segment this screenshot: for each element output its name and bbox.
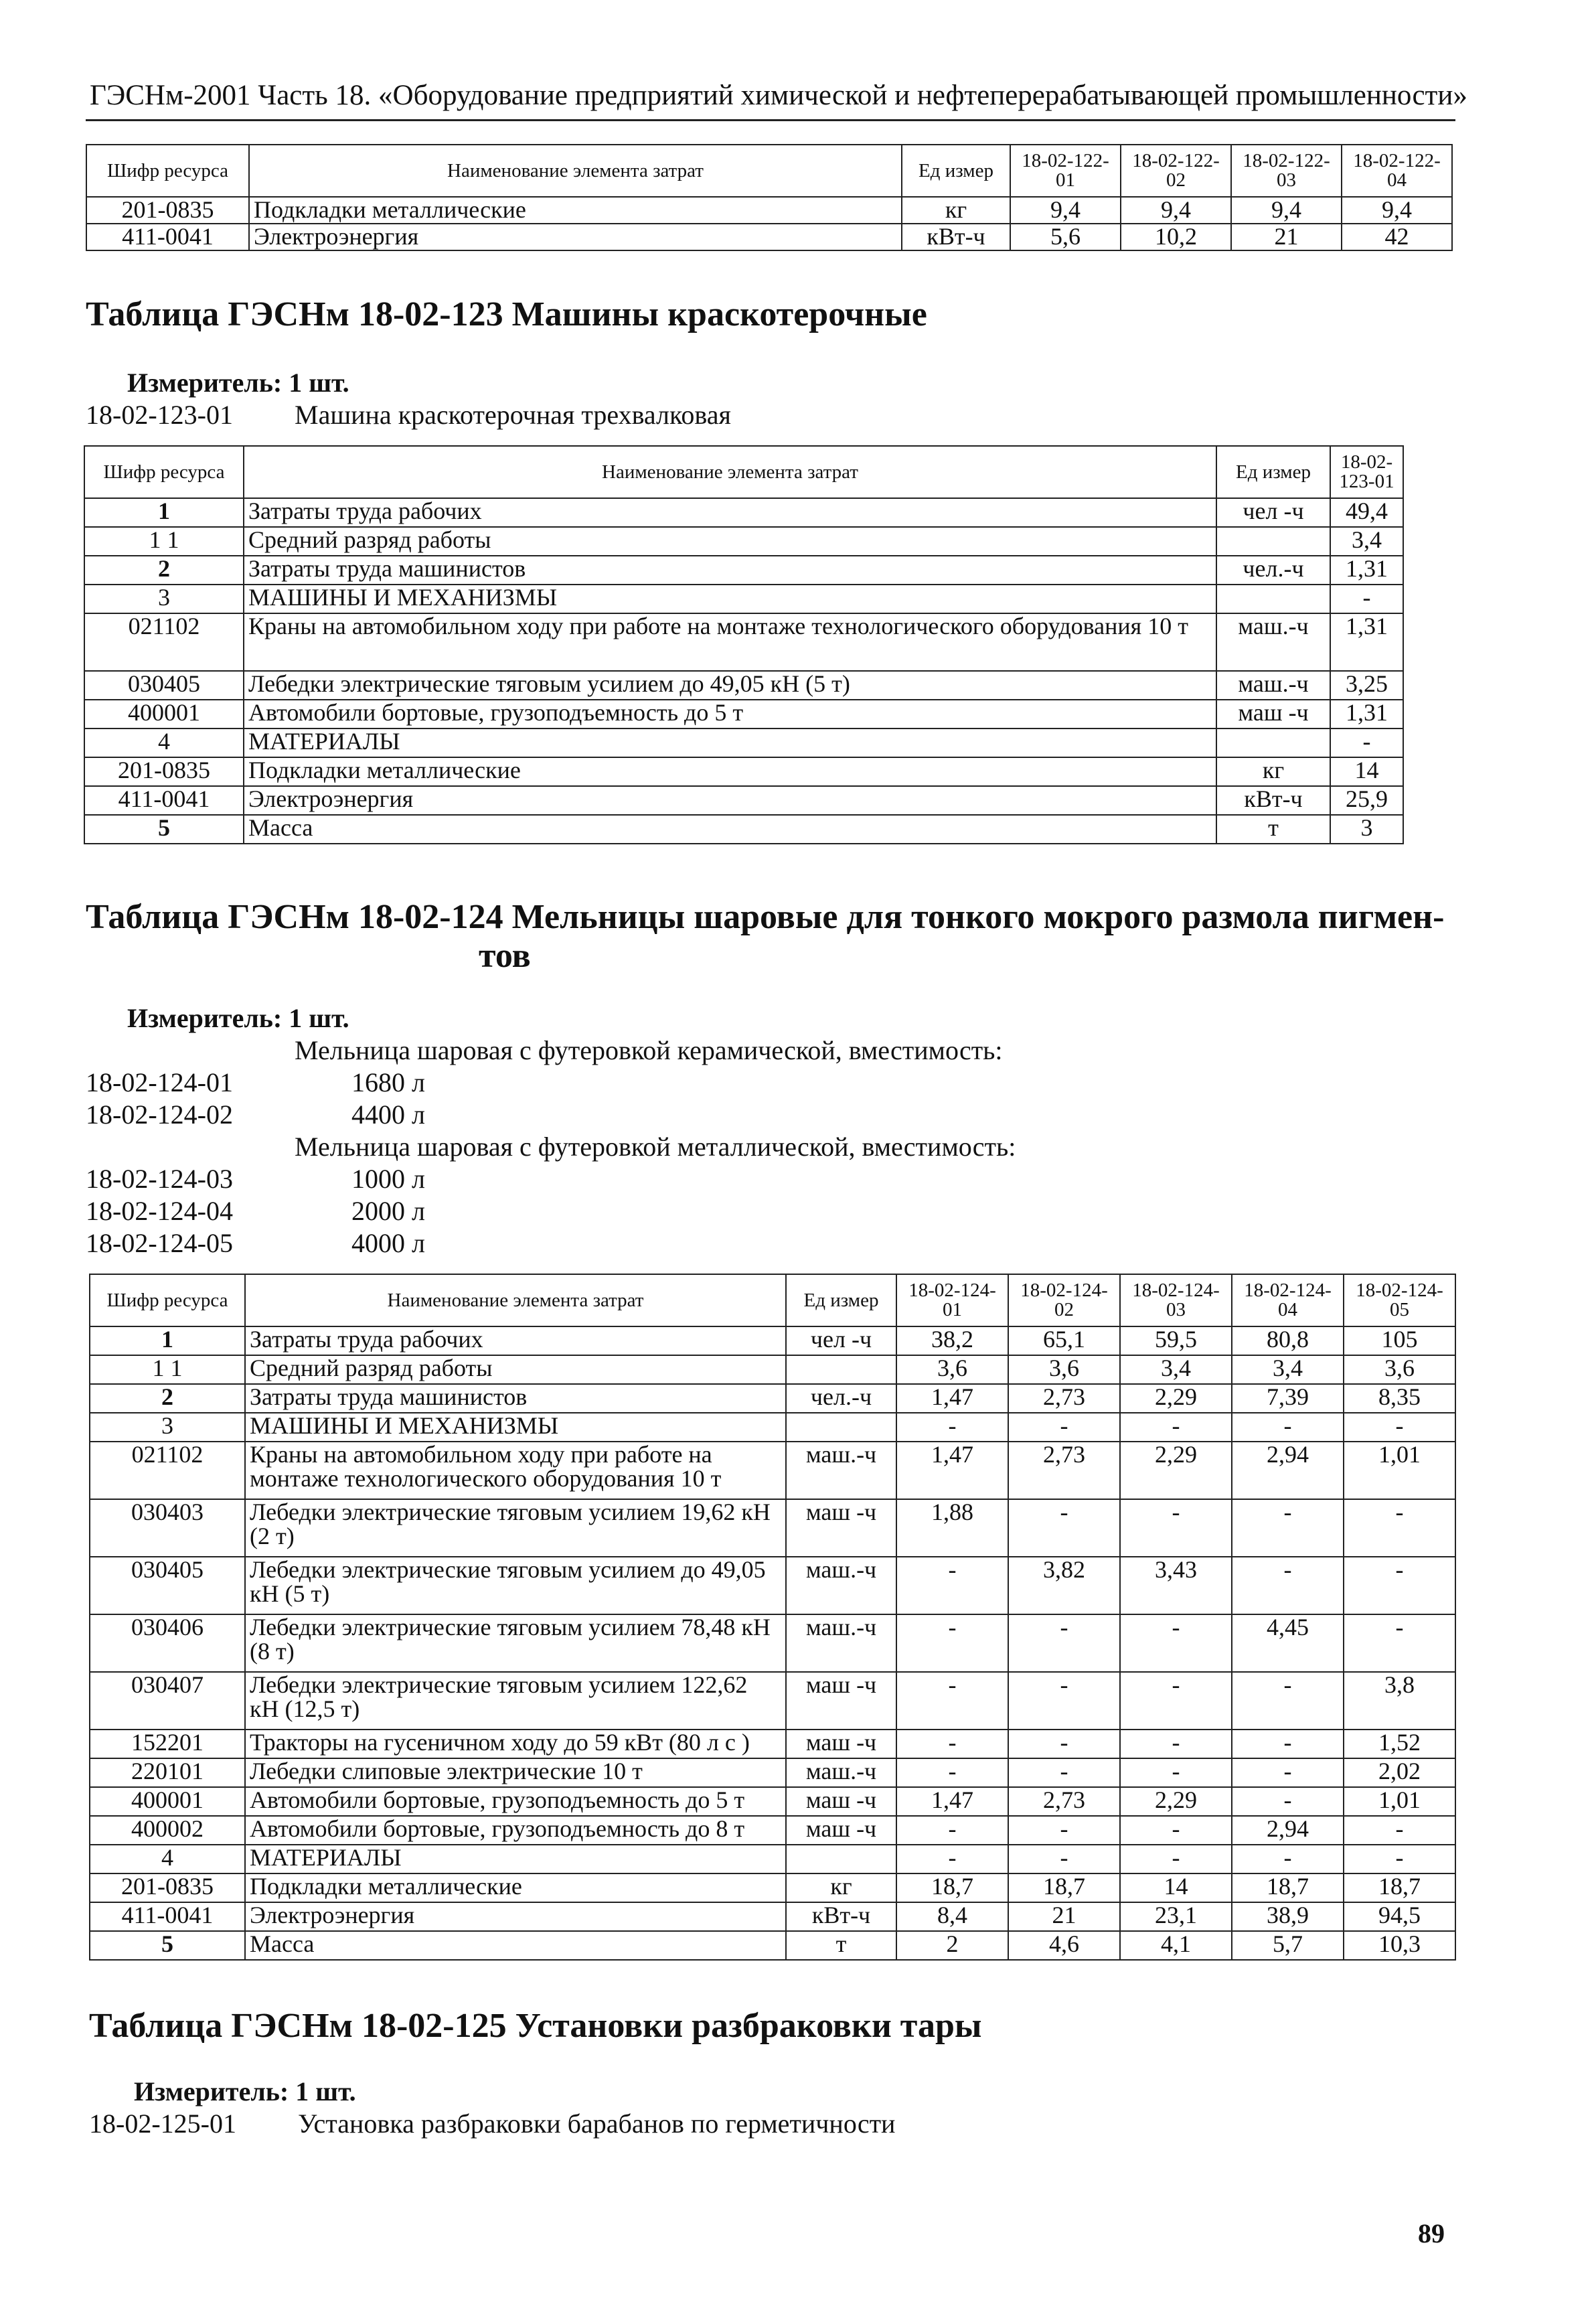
- cell-name: Подкладки металлические: [244, 757, 1216, 786]
- cell-unit: кг: [1216, 757, 1330, 786]
- cell-code: 152201: [90, 1730, 245, 1758]
- cell-value: -: [1008, 1499, 1120, 1557]
- cell-name: Средний разряд работы: [245, 1355, 786, 1384]
- col-header-value: 18-02-124-01: [896, 1274, 1008, 1326]
- cell-value: -: [1232, 1499, 1344, 1557]
- table-row: [84, 613, 1403, 671]
- cell-unit: т: [786, 1931, 896, 1960]
- cell-value: 18,7: [896, 1873, 1008, 1902]
- cell-value: 5,7: [1232, 1931, 1344, 1960]
- cell-code: 411-0041: [86, 224, 249, 250]
- item-code: 18-02-124-02: [86, 1099, 233, 1130]
- cell-code: 201-0835: [90, 1873, 245, 1902]
- table-125-measure: Измеритель: 1 шт.: [134, 2076, 356, 2106]
- table-row: [84, 786, 1403, 815]
- cell-value: 2,02: [1344, 1758, 1455, 1787]
- cell-unit: чел.-ч: [786, 1384, 896, 1413]
- group-caption: Мельница шаровая с футеровкой керамической, вместимость:: [295, 1035, 1003, 1065]
- cell-value: 49,4: [1330, 498, 1403, 527]
- cell-value: -: [1008, 1672, 1120, 1730]
- table-row: [86, 197, 1452, 224]
- cell-name: Автомобили бортовые, грузоподъемность до 8 т: [245, 1816, 786, 1845]
- cell-code: 1: [90, 1326, 245, 1355]
- group-caption: Мельница шаровая с футеровкой металлической, вместимость:: [295, 1132, 1016, 1162]
- cell-value: 2,73: [1008, 1442, 1120, 1499]
- cell-name: Автомобили бортовые, грузоподъемность до 5 т: [244, 700, 1216, 729]
- cell-value: -: [1344, 1413, 1455, 1442]
- cell-value: -: [1344, 1499, 1455, 1557]
- cell-value: 3,43: [1120, 1557, 1232, 1614]
- section-title: МАТЕРИАЛЫ: [245, 1845, 786, 1873]
- cell-unit: кг: [786, 1873, 896, 1902]
- cell-unit: кг: [902, 197, 1010, 224]
- cell-value: 14: [1120, 1873, 1232, 1902]
- cell-code: 030405: [90, 1557, 245, 1614]
- table-row: [84, 757, 1403, 786]
- cell-code: 3: [90, 1413, 245, 1442]
- table-124-title-cont: тов: [479, 937, 531, 975]
- cell-value: -: [1344, 1845, 1455, 1873]
- cell-value: 1,01: [1344, 1442, 1455, 1499]
- cell-code: 5: [90, 1931, 245, 1960]
- cell-value: -: [896, 1672, 1008, 1730]
- cell-value: 25,9: [1330, 786, 1403, 815]
- cell-value: 3,82: [1008, 1557, 1120, 1614]
- cell-value: 2,73: [1008, 1787, 1120, 1816]
- header-rule: [86, 119, 1455, 121]
- table-row: [90, 1902, 1455, 1931]
- cell-name: Краны на автомобильном ходу при работе на монтаже технологического оборудования 10 т: [244, 613, 1216, 671]
- cell-value: -: [1232, 1845, 1344, 1873]
- cell-value: 42: [1342, 224, 1452, 250]
- cell-value: 2: [896, 1931, 1008, 1960]
- cell-value: 105: [1344, 1326, 1455, 1355]
- cell-unit: [1216, 585, 1330, 613]
- cell-value: 7,39: [1232, 1384, 1344, 1413]
- cell-code: 1 1: [90, 1355, 245, 1384]
- cell-unit: маш -ч: [786, 1816, 896, 1845]
- cell-value: 3,6: [1008, 1355, 1120, 1384]
- cell-code: 220101: [90, 1758, 245, 1787]
- cell-name: Затраты труда рабочих: [245, 1326, 786, 1355]
- cell-value: -: [896, 1730, 1008, 1758]
- cell-value: -: [896, 1758, 1008, 1787]
- table-row: [90, 1355, 1455, 1384]
- col-header-code: Шифр ресурса: [84, 446, 244, 498]
- cell-value: -: [1008, 1614, 1120, 1672]
- cell-value: -: [1120, 1413, 1232, 1442]
- cell-value: 4,6: [1008, 1931, 1120, 1960]
- cell-code: 030407: [90, 1672, 245, 1730]
- cell-value: 38,9: [1232, 1902, 1344, 1931]
- table-row: [90, 1442, 1455, 1499]
- cell-value: 2,29: [1120, 1384, 1232, 1413]
- cell-value: 3: [1330, 815, 1403, 844]
- cell-value: 14: [1330, 757, 1403, 786]
- cell-unit: [786, 1355, 896, 1384]
- table-125-title: Таблица ГЭСНм 18-02-125 Установки разбраковки тары: [89, 2007, 982, 2045]
- table-row: [90, 1758, 1455, 1787]
- cell-value: -: [1232, 1787, 1344, 1816]
- cell-value: 3,8: [1344, 1672, 1455, 1730]
- cell-value: 9,4: [1010, 197, 1121, 224]
- cell-unit: чел -ч: [1216, 498, 1330, 527]
- cell-code: 030405: [84, 671, 244, 700]
- cell-value: 2,29: [1120, 1787, 1232, 1816]
- cell-value: -: [1008, 1816, 1120, 1845]
- cell-value: -: [896, 1845, 1008, 1873]
- cell-value: 21: [1008, 1902, 1120, 1931]
- cell-value: -: [1120, 1499, 1232, 1557]
- cell-value: 1,31: [1330, 556, 1403, 585]
- cell-unit: кВт-ч: [786, 1902, 896, 1931]
- cell-code: 030403: [90, 1499, 245, 1557]
- cell-value: 3,6: [1344, 1355, 1455, 1384]
- item-value: 2000 л: [351, 1196, 425, 1226]
- cell-value: -: [1008, 1413, 1120, 1442]
- cell-value: 8,4: [896, 1902, 1008, 1931]
- cell-code: 400001: [90, 1787, 245, 1816]
- cell-value: 4,45: [1232, 1614, 1344, 1672]
- cell-value: -: [1120, 1816, 1232, 1845]
- cell-name: Тракторы на гусеничном ходу до 59 кВт (80 л с ): [245, 1730, 786, 1758]
- cell-code: 021102: [90, 1442, 245, 1499]
- cell-unit: маш -ч: [786, 1672, 896, 1730]
- col-header-name: Наименование элемента затрат: [245, 1274, 786, 1326]
- table-row: [84, 815, 1403, 844]
- cell-name: Автомобили бортовые, грузоподъемность до 5 т: [245, 1787, 786, 1816]
- cell-code: 411-0041: [84, 786, 244, 815]
- cell-value: 18,7: [1008, 1873, 1120, 1902]
- cell-code: 030406: [90, 1614, 245, 1672]
- cell-unit: маш.-ч: [786, 1614, 896, 1672]
- cell-code: 1 1: [84, 527, 244, 556]
- cell-unit: маш.-ч: [786, 1442, 896, 1499]
- cell-value: 2,94: [1232, 1816, 1344, 1845]
- cell-value: 59,5: [1120, 1326, 1232, 1355]
- cell-value: 80,8: [1232, 1326, 1344, 1355]
- cell-value: -: [1232, 1672, 1344, 1730]
- cell-value: 1,47: [896, 1787, 1008, 1816]
- item-name: Установка разбраковки барабанов по герметичности: [298, 2109, 896, 2139]
- col-header-value: 18-02-122-04: [1342, 145, 1452, 197]
- cell-unit: [1216, 527, 1330, 556]
- table-124: [89, 1274, 1456, 1961]
- item-code: 18-02-124-04: [86, 1196, 233, 1226]
- item-value: 1000 л: [351, 1164, 425, 1194]
- cell-value: -: [1008, 1758, 1120, 1787]
- table-row: [86, 224, 1452, 250]
- item-value: 4000 л: [351, 1228, 425, 1258]
- col-header-value: 18-02-122-01: [1010, 145, 1121, 197]
- cell-code: 400002: [90, 1816, 245, 1845]
- cell-unit: маш.-ч: [786, 1758, 896, 1787]
- cell-unit: маш -ч: [786, 1787, 896, 1816]
- cell-unit: кВт-ч: [1216, 786, 1330, 815]
- cell-value: -: [896, 1413, 1008, 1442]
- table-row: [84, 498, 1403, 527]
- cell-name: Лебедки электрические тяговым усилием 78,48 кН (8 т): [245, 1614, 786, 1672]
- table-row: [90, 1873, 1455, 1902]
- table-123-title: Таблица ГЭСНм 18-02-123 Машины краскотерочные: [86, 295, 927, 333]
- cell-name: Масса: [245, 1931, 786, 1960]
- page-number: 89: [1418, 2218, 1445, 2248]
- table-123: [84, 445, 1404, 844]
- cell-unit: маш.-ч: [1216, 671, 1330, 700]
- cell-value: 9,4: [1231, 197, 1342, 224]
- cell-value: 4,1: [1120, 1931, 1232, 1960]
- table-124-title: Таблица ГЭСНм 18-02-124 Мельницы шаровые для тонкого мокрого размола пигмен-: [86, 898, 1445, 936]
- cell-unit: чел.-ч: [1216, 556, 1330, 585]
- cell-unit: маш -ч: [1216, 700, 1330, 729]
- item-code: 18-02-125-01: [89, 2109, 236, 2139]
- section-row: [84, 729, 1403, 757]
- table-row: [90, 1326, 1455, 1355]
- table-124-measure: Измеритель: 1 шт.: [127, 1003, 349, 1033]
- cell-value: 94,5: [1344, 1902, 1455, 1931]
- cell-unit: маш -ч: [786, 1730, 896, 1758]
- table-row: [90, 1730, 1455, 1758]
- cell-unit: маш.-ч: [1216, 613, 1330, 671]
- cell-value: 2,73: [1008, 1384, 1120, 1413]
- cell-value: -: [1120, 1672, 1232, 1730]
- cell-value: 1,31: [1330, 613, 1403, 671]
- col-header-name: Наименование элемента затрат: [249, 145, 902, 197]
- cell-code: 021102: [84, 613, 244, 671]
- col-header-name: Наименование элемента затрат: [244, 446, 1216, 498]
- cell-code: 201-0835: [86, 197, 249, 224]
- cell-value: -: [896, 1614, 1008, 1672]
- cell-value: 65,1: [1008, 1326, 1120, 1355]
- cell-value: 3,6: [896, 1355, 1008, 1384]
- cell-value: 9,4: [1121, 197, 1231, 224]
- cell-value: -: [1120, 1614, 1232, 1672]
- cell-value: 18,7: [1344, 1873, 1455, 1902]
- cell-value: 1,31: [1330, 700, 1403, 729]
- section-title: МАШИНЫ И МЕХАНИЗМЫ: [245, 1413, 786, 1442]
- table-row: [90, 1787, 1455, 1816]
- cell-code: 4: [84, 729, 244, 757]
- col-header-value: 18-02-122-03: [1231, 145, 1342, 197]
- col-header-value: 18-02-124-02: [1008, 1274, 1120, 1326]
- cell-value: 3,4: [1232, 1355, 1344, 1384]
- item-name: Машина краскотерочная трехвалковая: [295, 400, 731, 430]
- cell-unit: чел -ч: [786, 1326, 896, 1355]
- cell-code: 2: [84, 556, 244, 585]
- cell-name: Подкладки металлические: [245, 1873, 786, 1902]
- cell-code: 1: [84, 498, 244, 527]
- cell-name: Подкладки металлические: [249, 197, 902, 224]
- item-value: 1680 л: [351, 1067, 425, 1097]
- cell-value: 8,35: [1344, 1384, 1455, 1413]
- cell-value: -: [1344, 1557, 1455, 1614]
- item-code: 18-02-124-03: [86, 1164, 233, 1194]
- col-header-code: Шифр ресурса: [86, 145, 249, 197]
- cell-value: -: [1008, 1730, 1120, 1758]
- cell-value: 1,52: [1344, 1730, 1455, 1758]
- cell-unit: маш.-ч: [786, 1557, 896, 1614]
- cell-code: 3: [84, 585, 244, 613]
- col-header-code: Шифр ресурса: [90, 1274, 245, 1326]
- table-row: [84, 527, 1403, 556]
- cell-value: 23,1: [1120, 1902, 1232, 1931]
- col-header-value: 18-02-124-05: [1344, 1274, 1455, 1326]
- col-header-value: 18-02-124-03: [1120, 1274, 1232, 1326]
- cell-code: 201-0835: [84, 757, 244, 786]
- table-row: [90, 1672, 1455, 1730]
- section-title: МАШИНЫ И МЕХАНИЗМЫ: [244, 585, 1216, 613]
- cell-name: Лебедки слиповые электрические 10 т: [245, 1758, 786, 1787]
- cell-value: 2,94: [1232, 1442, 1344, 1499]
- cell-value: 5,6: [1010, 224, 1121, 250]
- cell-value: -: [896, 1557, 1008, 1614]
- cell-value: 1,47: [896, 1442, 1008, 1499]
- cell-value: -: [1008, 1845, 1120, 1873]
- item-code: 18-02-124-05: [86, 1228, 233, 1258]
- col-header-unit: Ед измер: [1216, 446, 1330, 498]
- table-row: [90, 1384, 1455, 1413]
- table-row: [84, 556, 1403, 585]
- section-title: МАТЕРИАЛЫ: [244, 729, 1216, 757]
- cell-code: 4: [90, 1845, 245, 1873]
- section-row: [90, 1845, 1455, 1873]
- cell-value: -: [1344, 1614, 1455, 1672]
- cell-value: -: [896, 1816, 1008, 1845]
- table-row: [84, 700, 1403, 729]
- section-row: [84, 585, 1403, 613]
- table-row: [90, 1816, 1455, 1845]
- cell-value: 10,3: [1344, 1931, 1455, 1960]
- table-row: [90, 1499, 1455, 1557]
- col-header-value: 18-02-124-04: [1232, 1274, 1344, 1326]
- cell-value: 1,47: [896, 1384, 1008, 1413]
- cell-name: Краны на автомобильном ходу при работе на монтаже технологического оборудования 10 т: [245, 1442, 786, 1499]
- cell-name: Масса: [244, 815, 1216, 844]
- cell-name: Электроэнергия: [249, 224, 902, 250]
- running-header: ГЭСНм-2001 Часть 18. «Оборудование предприятий химической и нефтеперерабатывающей промышленности»: [90, 80, 1467, 111]
- table-row: [90, 1614, 1455, 1672]
- cell-unit: [786, 1845, 896, 1873]
- cell-name: Электроэнергия: [244, 786, 1216, 815]
- cell-value: 3,25: [1330, 671, 1403, 700]
- item-code: 18-02-124-01: [86, 1067, 233, 1097]
- col-header-unit: Ед измер: [786, 1274, 896, 1326]
- cell-value: -: [1232, 1730, 1344, 1758]
- cell-name: Лебедки электрические тяговым усилием 122,62 кН (12,5 т): [245, 1672, 786, 1730]
- cell-name: Затраты труда машинистов: [245, 1384, 786, 1413]
- col-header-unit: Ед измер: [902, 145, 1010, 197]
- table-122: [86, 144, 1453, 251]
- cell-code: 411-0041: [90, 1902, 245, 1931]
- cell-name: Лебедки электрические тяговым усилием до 49,05 кН (5 т): [245, 1557, 786, 1614]
- cell-value: 1,01: [1344, 1787, 1455, 1816]
- cell-name: Лебедки электрические тяговым усилием 19,62 кН (2 т): [245, 1499, 786, 1557]
- cell-value: 38,2: [896, 1326, 1008, 1355]
- cell-unit: [786, 1413, 896, 1442]
- cell-name: Затраты труда рабочих: [244, 498, 1216, 527]
- cell-value: 1,88: [896, 1499, 1008, 1557]
- cell-name: Электроэнергия: [245, 1902, 786, 1931]
- cell-value: -: [1120, 1845, 1232, 1873]
- table-row: [84, 671, 1403, 700]
- col-header-value: 18-02-122-02: [1121, 145, 1231, 197]
- col-header-value: 18-02-123-01: [1330, 446, 1403, 498]
- cell-value: -: [1344, 1816, 1455, 1845]
- cell-code: 5: [84, 815, 244, 844]
- cell-unit: т: [1216, 815, 1330, 844]
- cell-value: 18,7: [1232, 1873, 1344, 1902]
- section-row: [90, 1413, 1455, 1442]
- cell-value: 3,4: [1120, 1355, 1232, 1384]
- cell-name: Затраты труда машинистов: [244, 556, 1216, 585]
- cell-value: 10,2: [1121, 224, 1231, 250]
- cell-value: -: [1330, 729, 1403, 757]
- cell-code: 2: [90, 1384, 245, 1413]
- cell-unit: кВт-ч: [902, 224, 1010, 250]
- table-row: [90, 1557, 1455, 1614]
- item-code: 18-02-123-01: [86, 400, 233, 430]
- item-value: 4400 л: [351, 1099, 425, 1130]
- table-123-measure: Измеритель: 1 шт.: [127, 368, 349, 398]
- cell-value: -: [1232, 1557, 1344, 1614]
- cell-value: 3,4: [1330, 527, 1403, 556]
- cell-value: 21: [1231, 224, 1342, 250]
- cell-value: -: [1232, 1413, 1344, 1442]
- cell-value: 9,4: [1342, 197, 1452, 224]
- cell-value: -: [1120, 1730, 1232, 1758]
- cell-unit: маш -ч: [786, 1499, 896, 1557]
- table-row: [90, 1931, 1455, 1960]
- cell-value: 2,29: [1120, 1442, 1232, 1499]
- cell-name: Лебедки электрические тяговым усилием до 49,05 кН (5 т): [244, 671, 1216, 700]
- cell-value: -: [1232, 1758, 1344, 1787]
- cell-name: Средний разряд работы: [244, 527, 1216, 556]
- cell-code: 400001: [84, 700, 244, 729]
- cell-unit: [1216, 729, 1330, 757]
- cell-value: -: [1330, 585, 1403, 613]
- cell-value: -: [1120, 1758, 1232, 1787]
